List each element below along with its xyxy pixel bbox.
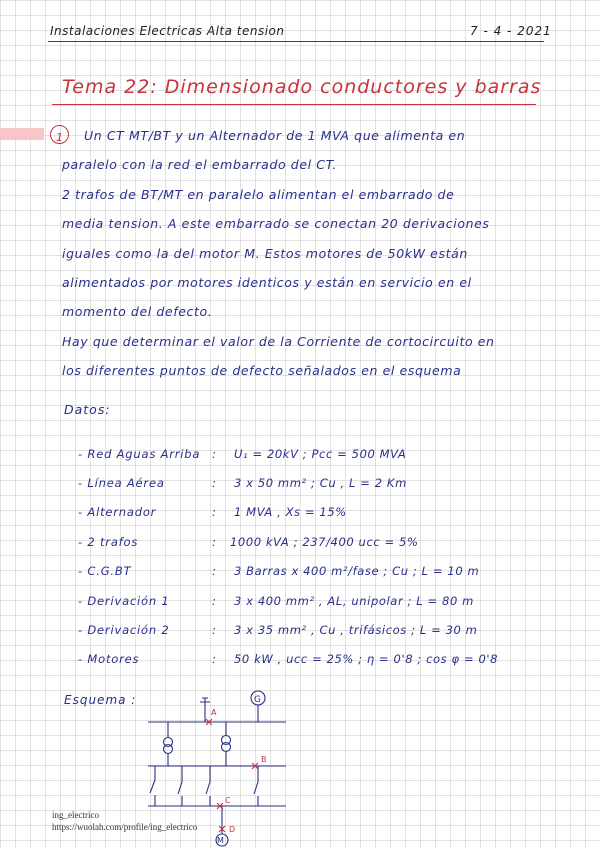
problem-line-6: alimentados por motores identicos y están en servicio en el (62, 275, 472, 290)
fault-label-d: D (229, 825, 236, 834)
data-heading: Datos: (64, 402, 111, 417)
data-sep-derivacion-1: : (212, 594, 217, 608)
footer-author: ing_electrico (52, 810, 99, 820)
data-value-trafos: 1000 kVA ; 237/400 ucc = 5% (230, 535, 419, 549)
data-sep-linea: : (212, 476, 217, 490)
problem-number-text: 1 (56, 131, 63, 144)
problem-line-9: los diferentes puntos de defecto señalados en el esquema (62, 363, 462, 378)
data-value-cgbt: 3 Barras x 400 m²/fase ; Cu ; L = 10 m (234, 564, 480, 578)
data-sep-red: : (212, 447, 217, 461)
data-value-alternador: 1 MVA , Xs = 15% (234, 505, 347, 519)
data-label-red: - Red Aguas Arriba (78, 447, 201, 461)
motor-label: M (217, 836, 224, 845)
switch-2-blade (178, 782, 182, 794)
trafo-1-coil-b (164, 745, 173, 754)
data-sep-motores: : (212, 652, 217, 666)
switch-1-blade (150, 780, 155, 793)
data-label-motores: - Motores (78, 652, 140, 666)
problem-line-3: 2 trafos de BT/MT en paralelo alimentan el embarrado de (62, 187, 455, 202)
problem-line-2: paralelo con la red el embarrado del CT. (62, 157, 337, 172)
schema-label: Esquema : (64, 693, 137, 707)
data-label-derivacion-2: - Derivación 2 (78, 623, 170, 637)
page-title: Tema 22: Dimensionado conductores y barras (62, 76, 542, 98)
problem-line-4: media tension. A este embarrado se conectan 20 derivaciones (62, 216, 490, 231)
footer-url[interactable]: https://wuolah.com/profile/ing_electrico (52, 822, 198, 832)
switch-4-blade (254, 782, 258, 794)
problem-line-1: Un CT MT/BT y un Alternador de 1 MVA que alimenta en (84, 128, 466, 143)
data-label-alternador: - Alternador (78, 505, 157, 519)
fault-label-b: B (261, 755, 267, 764)
data-value-red: U₁ = 20kV ; Pcc = 500 MVA (234, 447, 407, 461)
data-label-linea: - Línea Aérea (78, 476, 165, 490)
data-label-cgbt: - C.G.BT (78, 564, 132, 578)
data-value-derivacion-2: 3 x 35 mm² , Cu , trifásicos ; L = 30 m (234, 623, 478, 637)
generator-label: G (254, 695, 261, 705)
problem-line-5: iguales como la del motor M. Estos motores de 50kW están (62, 246, 468, 261)
trafo-2-coil-b (222, 743, 231, 752)
data-label-trafos: - 2 trafos (78, 535, 139, 549)
data-value-derivacion-1: 3 x 400 mm² , AL, unipolar ; L = 80 m (234, 594, 474, 608)
data-value-linea: 3 x 50 mm² ; Cu , L = 2 Km (234, 476, 407, 490)
data-label-derivacion-1: - Derivación 1 (78, 594, 170, 608)
data-sep-trafos: : (212, 535, 217, 549)
data-sep-alternador: : (212, 505, 217, 519)
switch-3-blade (206, 782, 210, 794)
problem-line-8: Hay que determinar el valor de la Corriente de cortocircuito en (62, 334, 495, 349)
data-sep-cgbt: : (212, 564, 217, 578)
date: 7 - 4 - 2021 (470, 24, 552, 38)
fault-label-a: A (211, 708, 217, 717)
data-sep-derivacion-2: : (212, 623, 217, 637)
data-value-motores: 50 kW , ucc = 25% ; η = 0'8 ; cos φ = 0'8 (234, 652, 499, 666)
fault-label-c: C (225, 796, 231, 805)
problem-line-7: momento del defecto. (62, 304, 213, 319)
course-title: Instalaciones Electricas Alta tension (50, 24, 285, 38)
